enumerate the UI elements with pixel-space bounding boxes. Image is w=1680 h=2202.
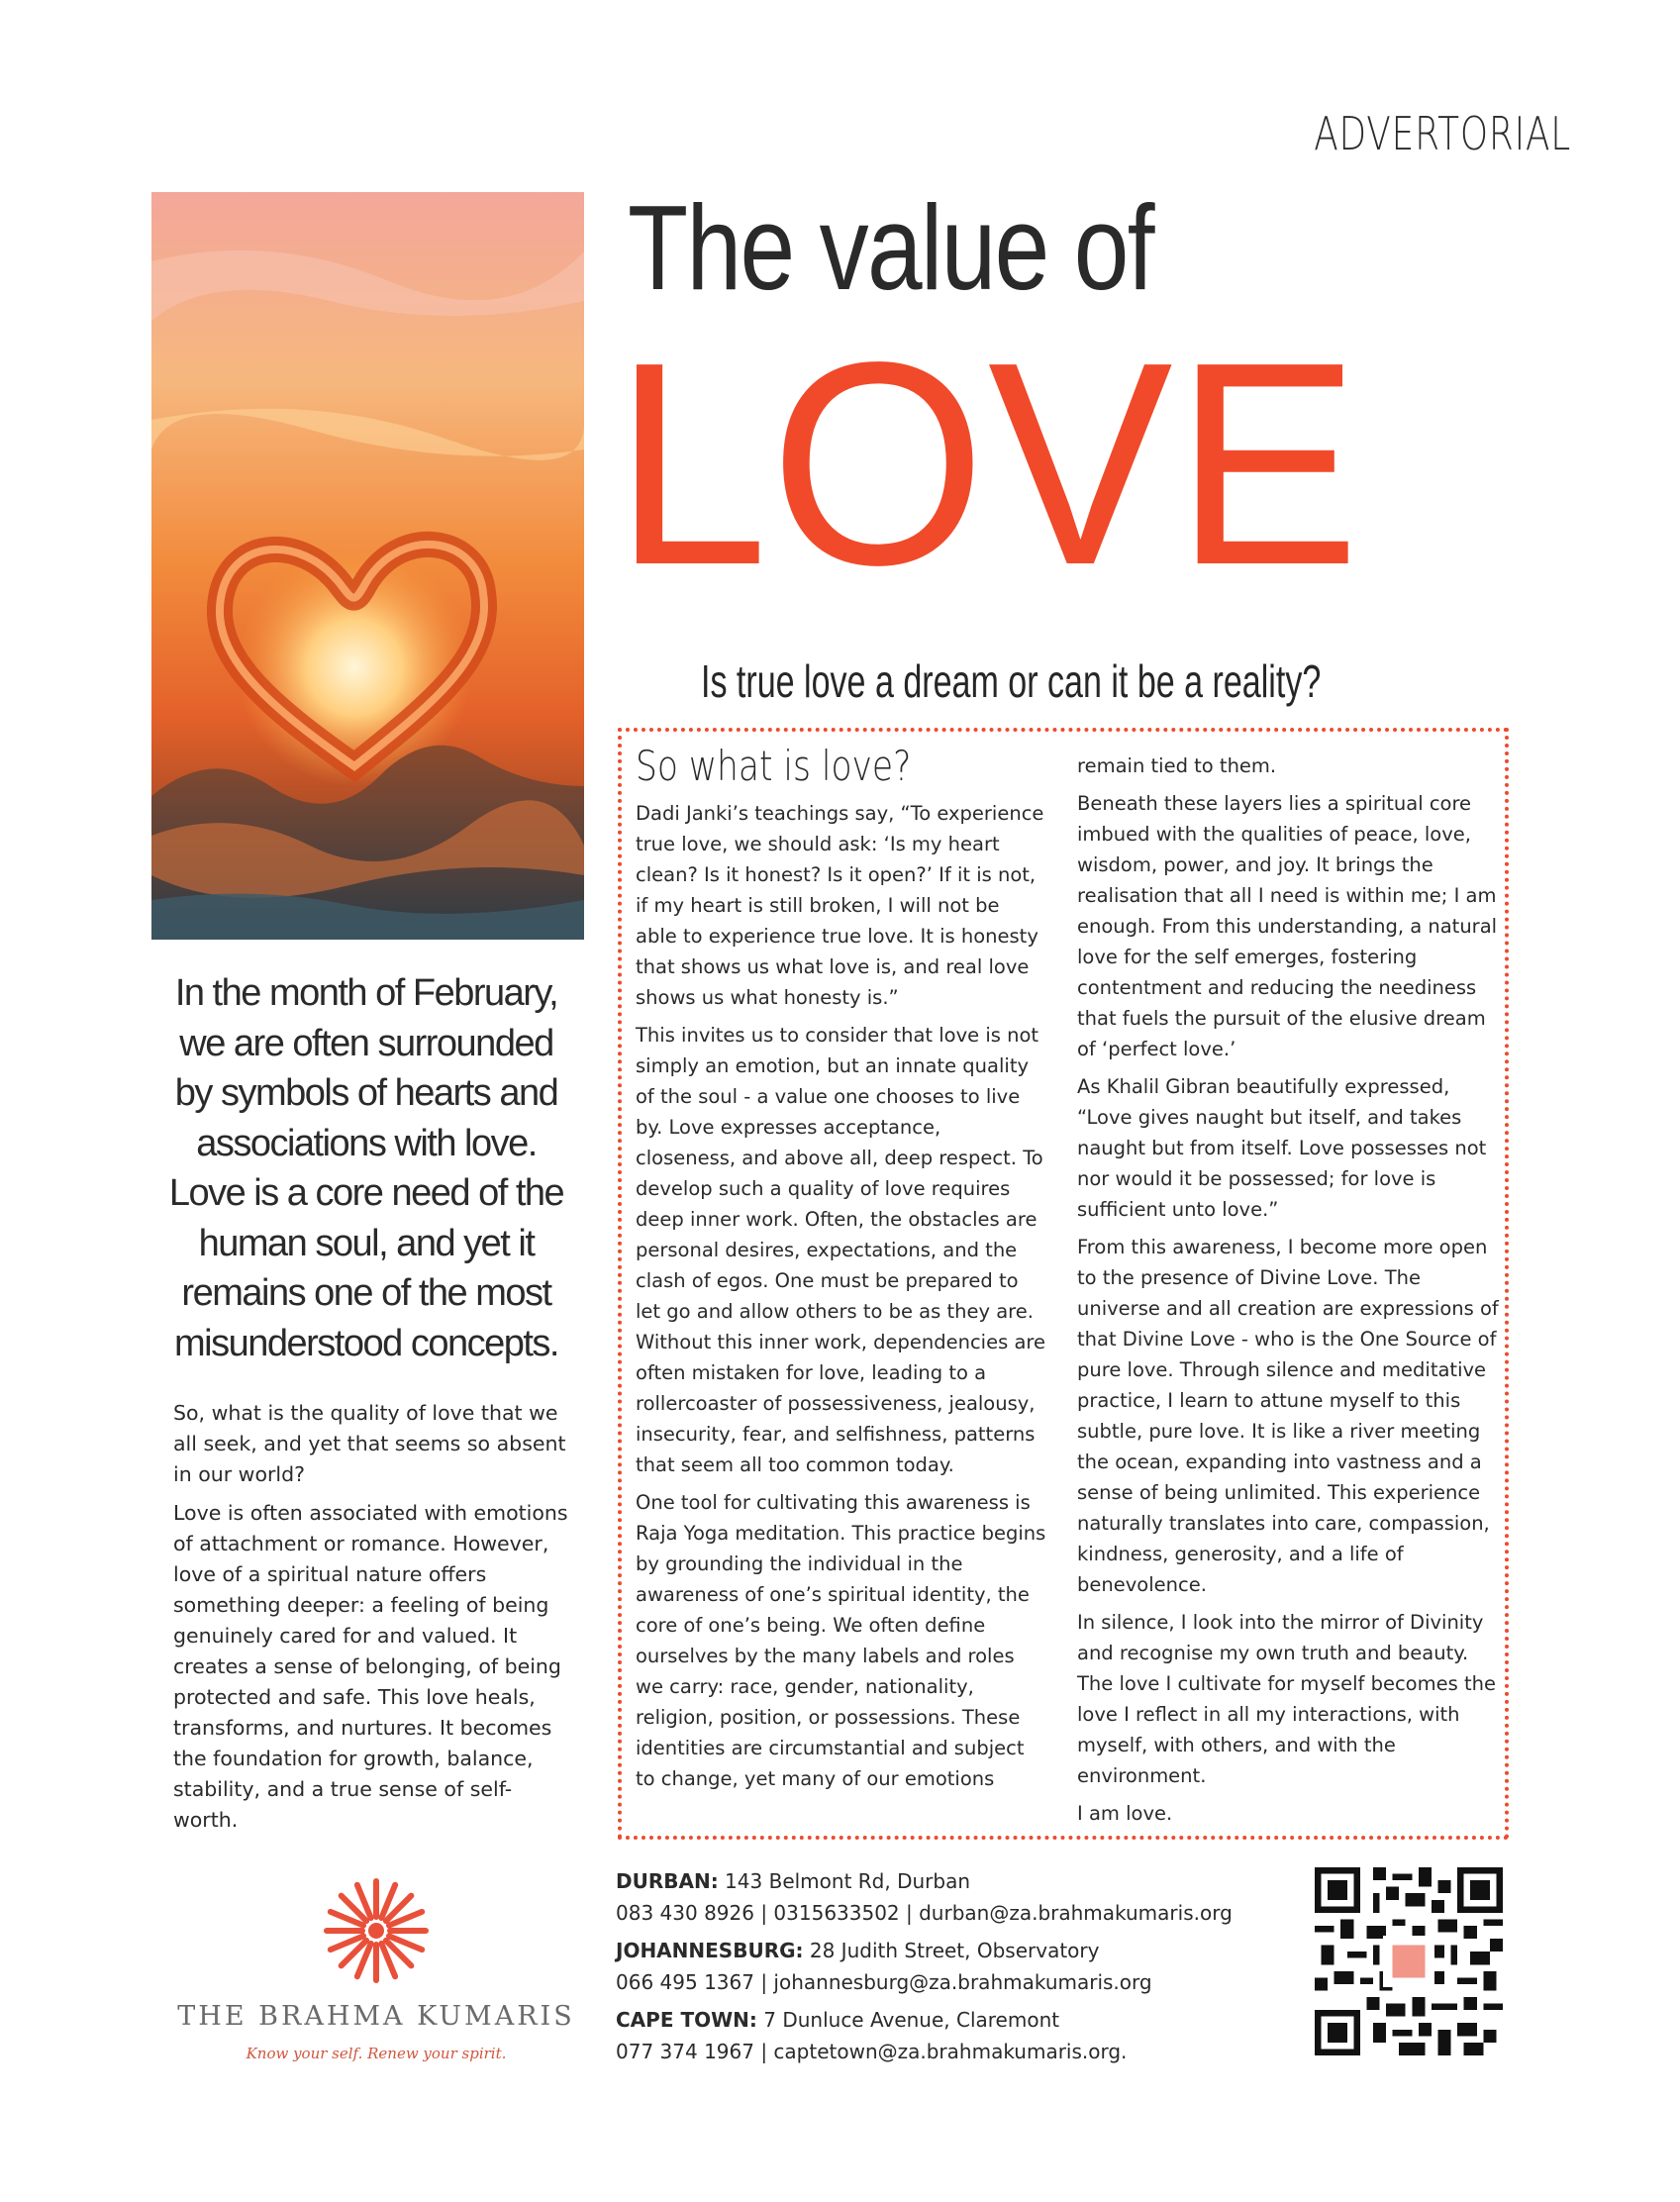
contact-durban <box>616 1865 1309 1929</box>
heart-water-sunset-image <box>151 192 584 940</box>
contact-johannesburg <box>616 1935 1309 1998</box>
qr-code-icon[interactable] <box>1315 1867 1503 2055</box>
durban-address: 143 Belmont Rd, Durban <box>718 1869 970 1893</box>
logo-name: THE BRAHMA KUMARIS <box>177 2001 575 2032</box>
article-column-1 <box>636 739 1046 1801</box>
article-column-2 <box>1077 751 1499 1836</box>
logo-tagline: Know your self. Renew your spirit. <box>246 2045 507 2062</box>
article-paragraph: Dadi Janki’s teachings say, “To experience true love, we should ask: ‘Is my heart clean? Is it honest? Is it open?’ If it is not, if my heart is still broken, I will not be able to experience true love. It is honesty that shows us what love is, and real love shows us what honesty is.” <box>636 802 1044 1009</box>
jhb-address: 28 Judith Street, Observatory <box>803 1939 1100 1962</box>
advertorial-label: ADVERTORIAL <box>1314 107 1572 160</box>
contact-details <box>616 1865 1309 2073</box>
article-heading: So what is love? <box>636 742 912 790</box>
jhb-details[interactable]: 066 495 1367 | johannesburg@za.brahmakumaris.org <box>616 1970 1152 1994</box>
article-paragraph: I am love. <box>1077 1802 1173 1825</box>
subtitle: Is true love a dream or can it be a reality? <box>701 655 1322 707</box>
article-paragraph: remain tied to them. <box>1077 754 1277 777</box>
hero-image <box>151 192 584 940</box>
left-paragraph: Love is often associated with emotions of attachment or romance. However, love of a spiritual nature offers something deeper: a feeling of being genuinely cared for and valued. It creates a sense of belonging, of being protected and safe. This love heals, transforms, and nurtures. It becomes the foundation for growth, balance, stability, and a true sense of self-worth. <box>173 1501 568 1832</box>
left-column <box>173 1398 571 1844</box>
cpt-address: 7 Dunluce Avenue, Claremont <box>756 2008 1060 2032</box>
cpt-details[interactable]: 077 374 1967 | captetown@za.brahmakumaris.org. <box>616 2040 1128 2063</box>
brahma-kumaris-logo <box>168 1876 584 2074</box>
durban-details[interactable]: 083 430 8926 | 0315633502 | durban@za.brahmakumaris.org <box>616 1901 1233 1925</box>
article-paragraph: In silence, I look into the mirror of Divinity and recognise my own truth and beauty. The love I cultivate for myself becomes the love I reflect in all my interactions, with myself, with others, and with the environment. <box>1077 1611 1496 1787</box>
jhb-label: JOHANNESBURG: <box>616 1939 804 1962</box>
article-paragraph: One tool for cultivating this awareness is Raja Yoga meditation. This practice begins by grounding the individual in the awareness of one’s spiritual identity, the core of one’s being. We often define ourselves by the many labels and roles we carry: race, gender, nationality, religion, position, or possessions. These identities are circumstantial and subject to change, yet many of our emotions <box>636 1491 1046 1790</box>
title-love: LOVE <box>614 302 1362 625</box>
durban-label: DURBAN: <box>616 1869 719 1893</box>
article-paragraph: From this awareness, I become more open to the presence of Divine Love. The universe and all creation are expressions of that Divine Love - who is the One Source of pure love. Through silence and meditative practice, I learn to attune myself to this subtle, pure love. It is like a river meeting the ocean, expanding into vastness and a sense of being unlimited. This experience naturally translates into care, compassion, kindness, generosity, and a life of benevolence. <box>1077 1236 1499 1596</box>
article-paragraph: Beneath these layers lies a spiritual core imbued with the qualities of peace, love, wisdom, power, and joy. It brings the realisation that all I need is within me; I am enough. From this understanding, a natural love for the self emerges, fostering contentment and reducing the neediness that fuels the pursuit of the elusive dream of ‘perfect love.’ <box>1077 792 1498 1060</box>
article-paragraph: This invites us to consider that love is not simply an emotion, but an innate quality of the soul - a value one chooses to live by. Love expresses acceptance, closeness, and above all, deep respect. To develop such a quality of love requires deep inner work. Often, the obstacles are personal desires, expectations, and the clash of egos. One must be prepared to let go and allow others to be as they are. Without this inner work, dependencies are often mistaken for love, leading to a rollercoaster of possessiveness, jealousy, insecurity, fear, and selfishness, patterns that seem all too common today. <box>636 1024 1045 1476</box>
article-paragraph: As Khalil Gibran beautifully expressed, “Love gives naught but itself, and takes naught but from itself. Love possesses not nor would it be possessed; for love is sufficient unto love.” <box>1077 1075 1487 1221</box>
title-line-1: The value of <box>628 180 1153 315</box>
contact-cape-town <box>616 2004 1309 2067</box>
cpt-label: CAPE TOWN: <box>616 2008 757 2032</box>
sunburst-logo-icon <box>322 1876 431 1985</box>
left-paragraph: So, what is the quality of love that we all seek, and yet that seems so absent in our world? <box>173 1401 566 1486</box>
intro-pullquote: In the month of February, we are often surrounded by symbols of hearts and associations with love. Love is a core need of the human soul, and yet it remains one of the most misunderstood concepts. <box>168 972 564 1364</box>
qr-code-graphic <box>1315 1867 1503 2055</box>
